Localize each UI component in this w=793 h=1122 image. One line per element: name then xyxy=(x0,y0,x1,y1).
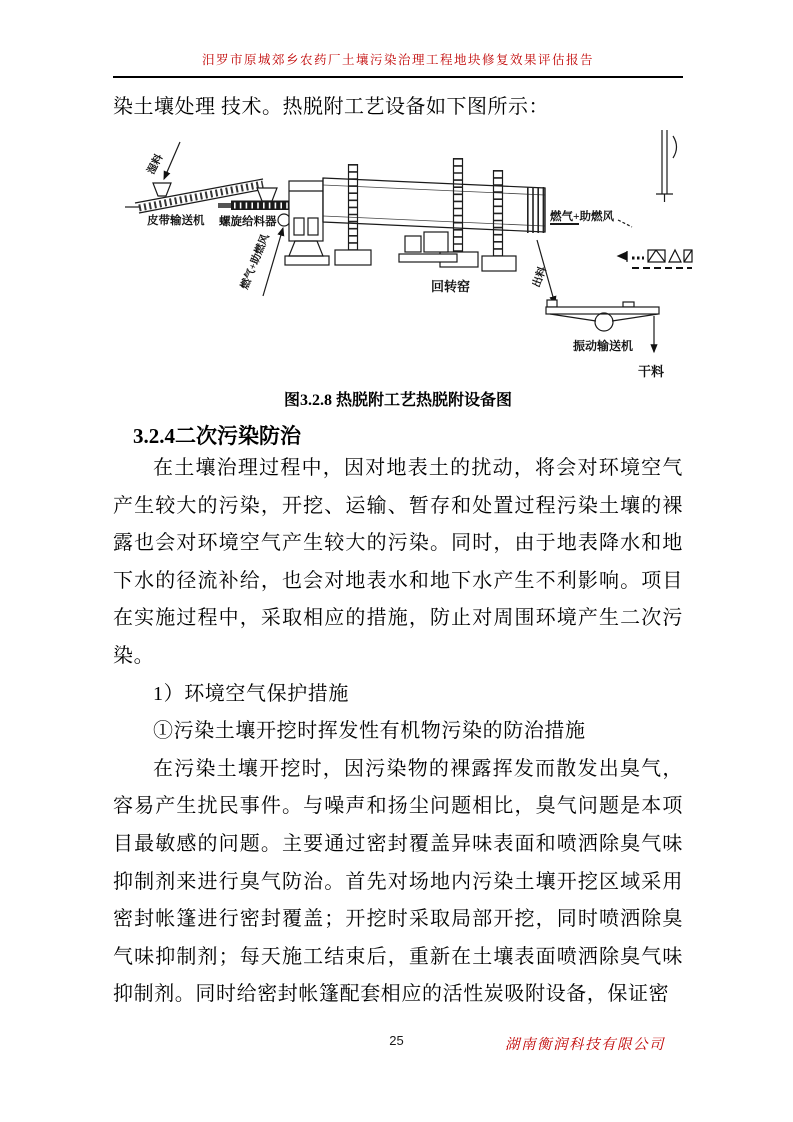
footer-company: 湖南衡润科技有限公司 xyxy=(505,1037,665,1053)
body-paragraph-1: 在土壤治理过程中，因对地表土的扰动，将会对环境空气产生较大的污染，开挖、运输、暂存和处置过程污染土壤的裸露也会对环境空气产生较大的污染。同时，由于地表降水和地下水的径流补给，也会对地表水和地下水产生不利影响。项目在实施过程中，采取相应的措施，防止对周围环境产生二次污染。 xyxy=(113,457,683,667)
list-item-2: ①污染土壤开挖时挥发性有机物污染的防治措施 xyxy=(153,720,586,743)
header-title: 汨罗市原城郊乡农药厂土壤污染治理工程地块修复效果评估报告 xyxy=(201,53,594,67)
section-heading: 3.2.4二次污染防治 xyxy=(133,424,301,448)
wet-feed-arrow xyxy=(144,142,180,196)
label-screw-feeder: 螺旋给料器 xyxy=(219,216,277,228)
page-content xyxy=(113,88,683,1014)
page-number: 25 xyxy=(389,1033,404,1048)
rotary-kiln-drawing xyxy=(323,158,545,294)
label-fuel-gas-right: 燃气+助燃风 xyxy=(550,211,615,223)
figure-caption: 图3.2.8 热脱附工艺热脱附设备图 xyxy=(283,392,512,409)
list-item-1: 1）环境空气保护措施 xyxy=(153,682,349,705)
label-discharge: 出料 xyxy=(531,265,550,290)
body-paragraph-2: 在污染土壤开挖时，因污染物的裸露挥发而散发出臭气，容易产生扰民事件。与噪声和扬尘问题相比，臭气问题是本项目最敏感的问题。主要通过密封覆盖异味表面和喷洒除臭气味抑制剂来进行臭气防治。首先对场地内污染土壤开挖区域采用密封帐篷进行密封覆盖；开挖时采取局部开挖，同时喷洒除臭气味抑制剂；每天施工结束后，重新在土壤表面喷洒除臭气味抑制剂。同时给密封帐篷配套相应的活性炭吸附设备，保证密 xyxy=(113,757,683,1006)
vibrating-conveyor-drawing xyxy=(546,300,664,379)
label-wet-material: 湿料 xyxy=(145,152,166,177)
label-dry-material: 干料 xyxy=(638,364,665,379)
header-divider xyxy=(113,76,683,78)
stack-drawing xyxy=(656,130,677,202)
label-rotary-kiln: 回转窑 xyxy=(431,279,471,294)
discharge-arrow xyxy=(530,240,555,304)
label-belt-conveyor: 皮带输送机 xyxy=(147,215,205,227)
report-header xyxy=(113,50,683,78)
intro-paragraph: 染土壤处理 技术。热脱附工艺设备如下图所示： xyxy=(113,96,549,118)
burner-right-drawing xyxy=(549,209,632,227)
equipment-diagram xyxy=(113,128,683,386)
auxiliary-equipment-drawing xyxy=(618,250,692,268)
label-vibrating-conveyor: 振动输送机 xyxy=(573,339,634,353)
label-fuel-gas-left: 燃气+助燃风 xyxy=(239,232,272,292)
